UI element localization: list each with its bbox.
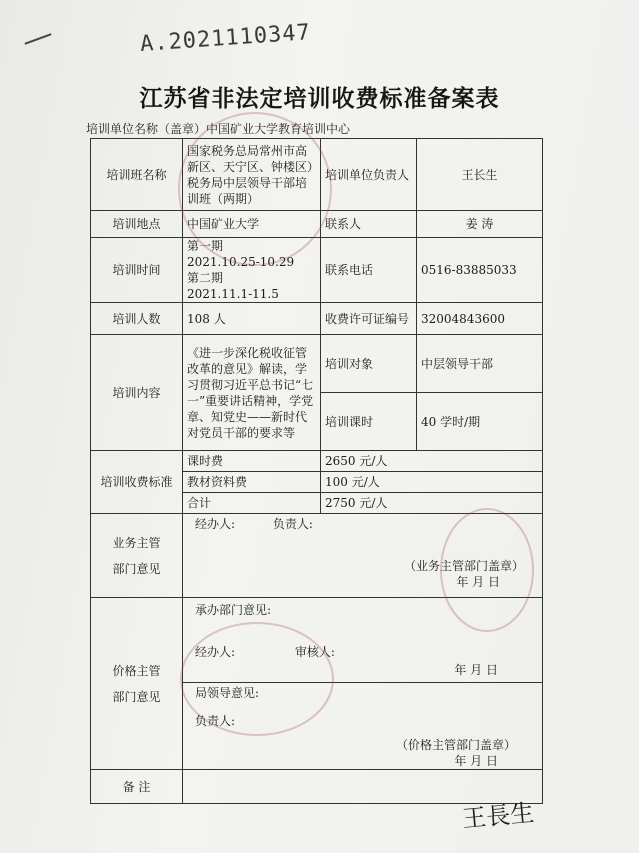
fee-item: 课时费 xyxy=(183,451,321,472)
biz-date: 年 月 日 xyxy=(456,575,500,589)
hours-value: 40 学时/期 xyxy=(417,393,543,451)
biz-responsible: 负责人: xyxy=(272,517,313,531)
hours-label: 培训课时 xyxy=(321,393,417,451)
class-name-label: 培训班名称 xyxy=(91,139,183,211)
table-row xyxy=(91,451,543,472)
head-value: 王长生 xyxy=(417,139,543,211)
fee-label: 培训收费标准 xyxy=(91,451,183,514)
content-value: 《进一步深化税收征管改革的意见》解读，学习贯彻习近平总书记“七一”重要讲话精神，学党章、知党史——新时代对党员干部的要求等 xyxy=(183,335,321,451)
license-label: 收费许可证编号 xyxy=(321,303,417,335)
fee-item: 合计 xyxy=(183,493,321,514)
faint-seal xyxy=(180,622,334,736)
pen-stroke xyxy=(25,33,52,44)
price-label-line-1: 价格主管 xyxy=(112,663,161,678)
price-label-line-2: 部门意见 xyxy=(112,689,161,704)
fee-amount: 100 元/人 xyxy=(321,472,543,493)
page-title: 江苏省非法定培训收费标准备案表 xyxy=(139,85,500,112)
price-date-1: 年 月 日 xyxy=(454,663,498,677)
count-label: 培训人数 xyxy=(91,303,183,335)
price-leader-opinion: 局领导意见: xyxy=(195,686,260,700)
time-period-2-dates: 2021.11.1-11.5 xyxy=(187,287,279,301)
fee-amount: 2650 元/人 xyxy=(321,451,543,472)
time-period-2: 第二期 xyxy=(187,271,224,285)
price-seal: （价格主管部门盖章） xyxy=(395,738,516,752)
head-label: 培训单位负责人 xyxy=(321,139,417,211)
remark-label: 备 注 xyxy=(91,770,183,804)
biz-opinion-label xyxy=(91,514,183,598)
table-row xyxy=(91,303,543,335)
biz-label-line-2: 部门意见 xyxy=(112,561,161,576)
biz-seal: （业务主管部门盖章） xyxy=(403,559,524,573)
biz-label-line-1: 业务主管 xyxy=(112,535,161,550)
fee-amount: 2750 元/人 xyxy=(321,493,543,514)
faint-seal xyxy=(440,508,534,632)
handwritten-note: A.2021110347 xyxy=(139,20,312,57)
table-row xyxy=(91,238,543,303)
time-label: 培训时间 xyxy=(91,238,183,303)
target-label: 培训对象 xyxy=(321,335,417,393)
target-value: 中层领导干部 xyxy=(417,335,543,393)
phone-value: 0516-83885033 xyxy=(417,238,543,303)
price-date-2: 年 月 日 xyxy=(454,754,498,768)
contact-value: 姜 涛 xyxy=(417,211,543,238)
time-period-1-dates: 2021.10.25-10.29 xyxy=(187,255,295,269)
price-responsible: 负责人: xyxy=(195,714,236,728)
table-row xyxy=(91,335,543,393)
price-reviewer: 审核人: xyxy=(294,645,335,659)
price-handler: 经办人: xyxy=(195,645,236,659)
license-value: 32004843600 xyxy=(417,303,543,335)
time-period-1: 第一期 xyxy=(187,239,224,253)
content-label: 培训内容 xyxy=(91,335,183,451)
price-dept-opinion: 承办部门意见: xyxy=(195,603,272,617)
class-name-value: 国家税务总局常州市高新区、天宁区、钟楼区）税务局中层领导干部培训班（两期） xyxy=(183,139,321,211)
contact-label: 联系人 xyxy=(321,211,417,238)
location-value: 中国矿业大学 xyxy=(183,211,321,238)
fee-item: 教材资料费 xyxy=(183,472,321,493)
price-opinion-label xyxy=(91,598,183,770)
phone-label: 联系电话 xyxy=(321,238,417,303)
location-label: 培训地点 xyxy=(91,211,183,238)
count-value: 108 人 xyxy=(183,303,321,335)
biz-handler: 经办人: xyxy=(195,517,236,531)
faint-seal xyxy=(178,112,332,266)
handwritten-signature: 王長生 xyxy=(461,798,536,834)
training-unit-line: 培训单位名称（盖章）中国矿业大学教育培训中心 xyxy=(86,122,351,136)
